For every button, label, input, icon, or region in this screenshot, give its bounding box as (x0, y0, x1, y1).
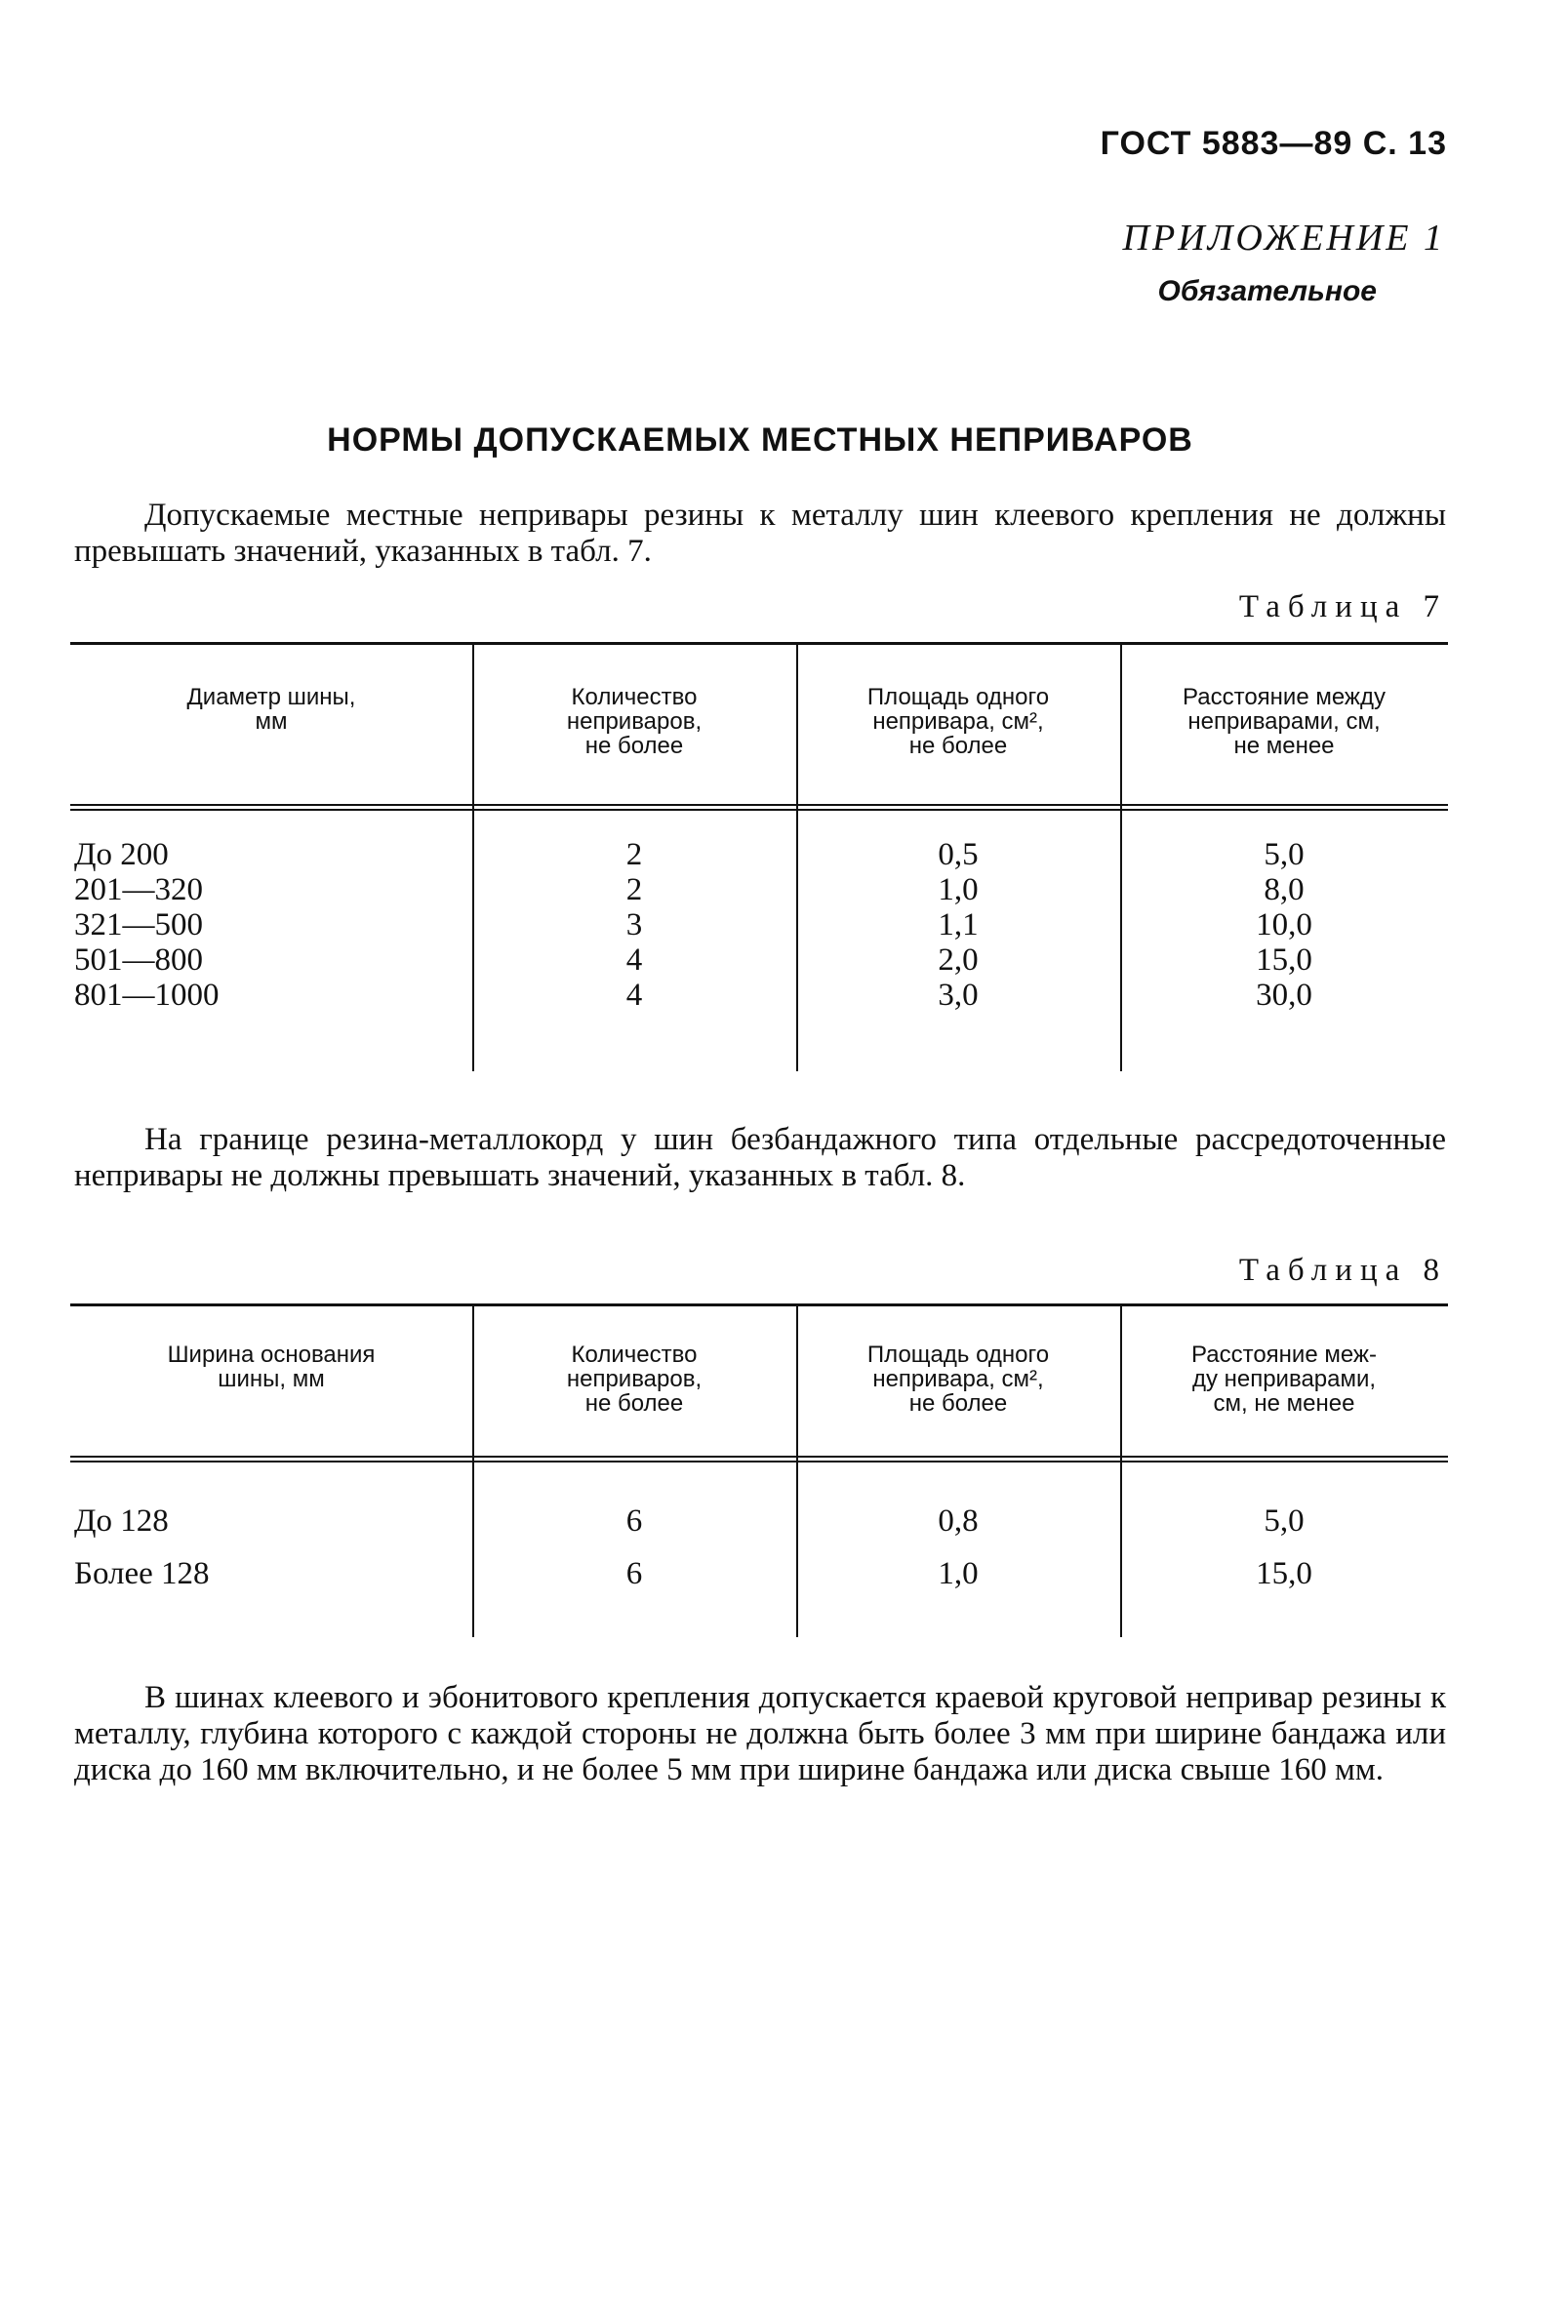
table-row (70, 872, 1448, 907)
table-cell: 8,0 (1264, 872, 1305, 907)
column-header-count: Количество неприваров, не более (566, 684, 703, 759)
table-cell: 15,0 (1256, 1556, 1312, 1591)
table-cell: 3,0 (938, 978, 979, 1013)
table-cell: 4 (625, 978, 643, 1013)
paragraph-intro: Допускаемые местные непривары резины к металлу шин клеевого крепления не должны превышать значений, указанных в табл. 7. (74, 498, 1446, 569)
table-row (70, 1547, 1448, 1600)
table-7-caption: Таблица 7 (1238, 589, 1447, 624)
table-8 (70, 1303, 1448, 1637)
table-cell: 6 (625, 1503, 643, 1539)
column-header-diameter: Диаметр шины, мм (186, 684, 356, 735)
table-cell: 2 (625, 872, 643, 907)
page-header: ГОСТ 5883—89 С. 13 (1100, 125, 1447, 162)
table-cell: 2,0 (938, 942, 979, 978)
paragraph-edge-defect: В шинах клеевого и эбонитового крепления допускается краевой круговой непривар резины к металлу, глубина которого с каждой стороны не должна быть более 3 мм при ширине бандажа или диска до 160 мм включительно, и не более 5 мм при ширине бандажа или диска свыше 160 мм. (74, 1680, 1446, 1787)
table-cell: 2 (625, 837, 643, 872)
table-row (70, 907, 1448, 942)
column-header-count: Количество неприваров, не более (566, 1342, 703, 1417)
table-cell: До 128 (74, 1503, 169, 1539)
table-cell: 1,0 (938, 1556, 979, 1591)
table-cell: 501—800 (74, 942, 203, 978)
table-8-caption: Таблица 8 (1238, 1253, 1447, 1288)
table-row (70, 837, 1448, 872)
table-cell: 201—320 (74, 872, 203, 907)
table-cell: 5,0 (1264, 837, 1305, 872)
table-cell: 1,0 (938, 872, 979, 907)
table-cell: 6 (625, 1556, 643, 1591)
table-cell: 801—1000 (74, 978, 220, 1013)
table-body (70, 837, 1448, 1013)
document-title: НОРМЫ ДОПУСКАЕМЫХ МЕСТНЫХ НЕПРИВАРОВ (327, 421, 1193, 459)
table-cell: 0,5 (938, 837, 979, 872)
appendix-title: ПРИЛОЖЕНИЕ 1 (1122, 218, 1445, 259)
table-header-rule (70, 1456, 1448, 1463)
table-cell: 15,0 (1256, 942, 1312, 978)
column-header-area: Площадь одного непривара, см², не более (866, 684, 1050, 759)
column-header-width: Ширина основания шины, мм (167, 1342, 376, 1392)
table-cell: 1,1 (938, 907, 979, 942)
table-cell: Более 128 (74, 1556, 210, 1591)
table-cell: 5,0 (1264, 1503, 1305, 1539)
column-header-distance: Расстояние между неприварами, см, не менее (1183, 684, 1386, 759)
column-header-distance: Расстояние меж- ду неприварами, см, не менее (1191, 1342, 1377, 1417)
table-cell: 0,8 (938, 1503, 979, 1539)
table-body (70, 1495, 1448, 1600)
table-top-rule (70, 1303, 1448, 1306)
table-header-rule (70, 804, 1448, 811)
column-header-area: Площадь одного непривара, см², не более (866, 1342, 1050, 1417)
paragraph-metal-cord: На границе резина-металлокорд у шин безбандажного типа отдельные рассредоточенные непривары не должны превышать значений, указанных в табл. 8. (74, 1122, 1446, 1193)
table-7 (70, 642, 1448, 1071)
table-cell: 10,0 (1256, 907, 1312, 942)
table-cell: 4 (625, 942, 643, 978)
table-cell: До 200 (74, 837, 169, 872)
table-cell: 3 (625, 907, 643, 942)
table-row (70, 1495, 1448, 1547)
table-cell: 30,0 (1256, 978, 1312, 1013)
appendix-subtitle: Обязательное (1157, 275, 1377, 307)
table-cell: 321—500 (74, 907, 203, 942)
table-row (70, 942, 1448, 978)
table-row (70, 978, 1448, 1013)
table-top-rule (70, 642, 1448, 645)
